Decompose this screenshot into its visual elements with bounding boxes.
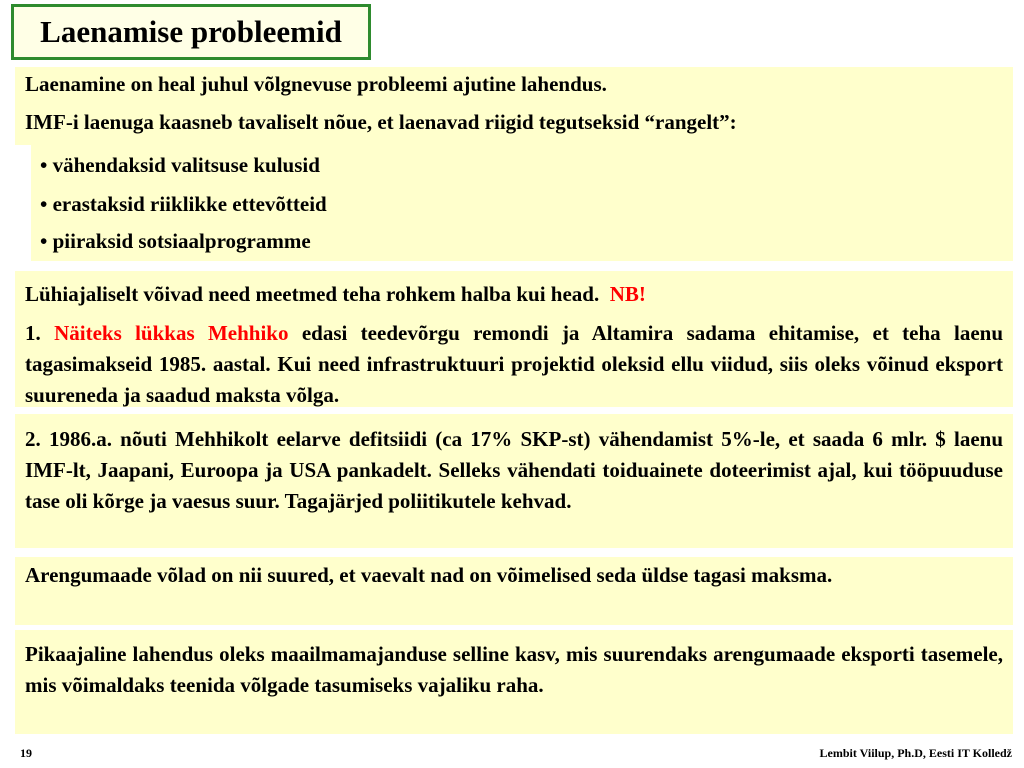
bullet-list-panel — [31, 145, 1013, 261]
bullet-item-1: • vähendaksid valitsuse kulusid — [40, 153, 320, 177]
intro-panel — [15, 67, 1013, 145]
example-1-highlight: Näiteks lükkas Mehhiko — [54, 321, 289, 345]
bullet-item-2: • erastaksid riiklikke ettevõtteid — [40, 192, 327, 216]
intro-line-2: IMF-i laenuga kaasneb tavaliselt nõue, et laenavad riigid tegutseksid “rangelt”: — [25, 110, 737, 134]
long-term-paragraph: Pikaajaline lahendus oleks maailmamajanduse selline kasv, mis suurendaks arengumaade eksporti tasemele, mis võimaldaks teenida võlgade tasumiseks vajaliku raha. — [25, 642, 1003, 697]
example-1-number: 1. — [25, 321, 41, 345]
long-term-panel — [15, 630, 1013, 734]
example-2-panel — [15, 414, 1013, 548]
debts-panel — [15, 557, 1013, 625]
footer-author: Lembit Viilup, Ph.D, Eesti IT Kolledž — [819, 746, 1012, 760]
bullet-item-3: • piiraksid sotsiaalprogramme — [40, 229, 311, 253]
example-2-paragraph: 2. 1986.a. nõuti Mehhikolt eelarve defitsiidi (ca 17% SKP-st) vähendamist 5%-le, et saada 6 mlr. $ laenu IMF-lt, Jaapani, Euroopa ja USA pankadelt. Selleks vähendati toiduainete doteerimist ajal, kui tööpuuduse tase oli kõrge ja vaesus suur. Tagajärjed poliitikutele kehvad. — [25, 427, 1003, 513]
example-1-paragraph — [25, 318, 1003, 411]
short-term-panel — [15, 271, 1013, 407]
intro-line-1: Laenamine on heal juhul võlgnevuse probleemi ajutine lahendus. — [25, 72, 607, 96]
debts-paragraph: Arengumaade võlad on nii suured, et vaevalt nad on võimelised seda üldse tagasi maksma. — [25, 563, 833, 587]
nb-label: NB! — [609, 282, 646, 306]
page-number: 19 — [20, 746, 32, 760]
slide-title: Laenamise probleemid — [11, 4, 371, 60]
short-term-statement — [25, 279, 1003, 310]
short-term-text: Lühiajaliselt võivad need meetmed teha rohkem halba kui head. — [25, 282, 600, 306]
example-1-text: edasi teedevõrgu remondi ja Altamira sadama ehitamise, et teha laenu tagasimakseid 1985. aastal. Kui need infrastruktuuri projektid oleksid ellu viidud, siis oleks võinud eksport suureneda ja saadud maksta võlga. — [25, 321, 1004, 407]
